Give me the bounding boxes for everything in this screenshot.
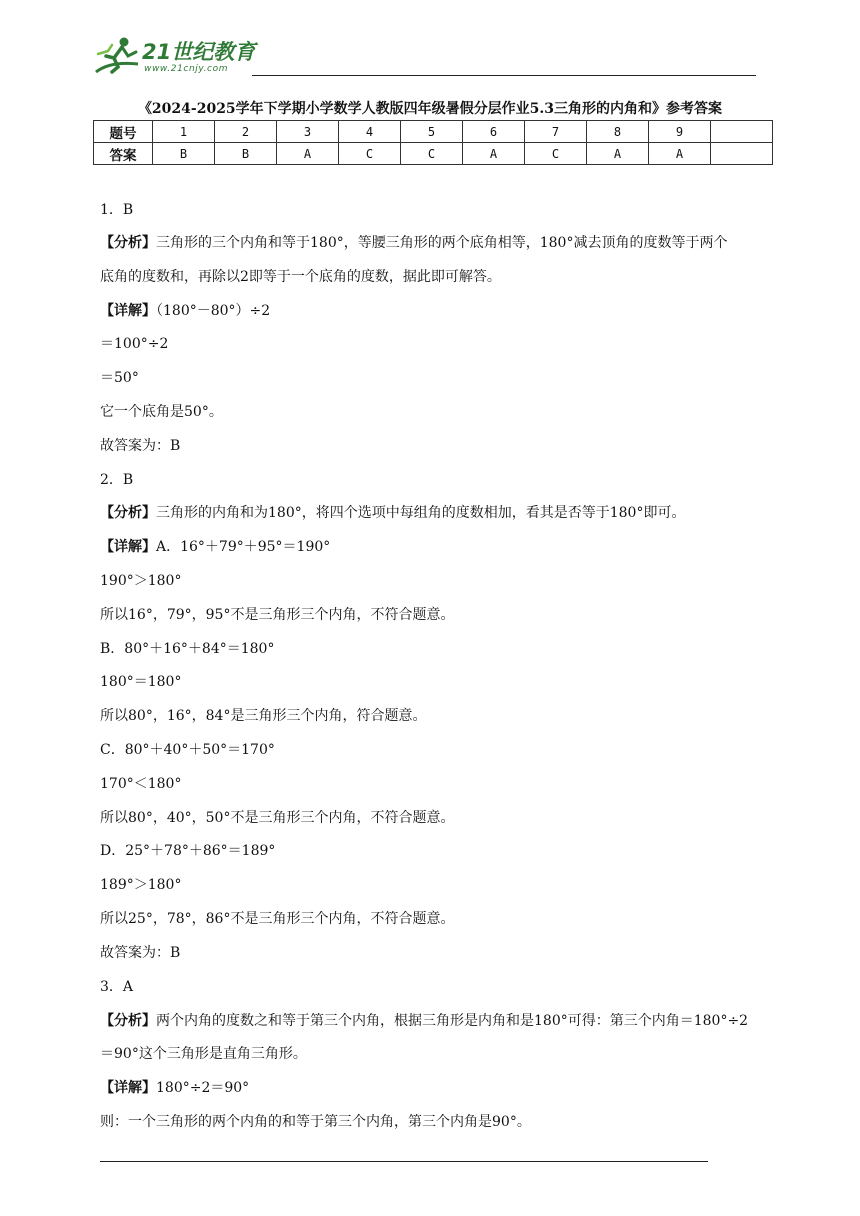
q3-detail [100, 1077, 249, 1097]
q1-step-2: ＝50° [100, 370, 139, 386]
q2-c-calc: C．80°＋40°＋50°＝170° [100, 742, 275, 758]
q3-analysis [100, 1010, 748, 1030]
detail-text: 180°÷2＝90° [156, 1080, 250, 1096]
q3-step-1: 则：一个三角形的两个内角的和等于第三个内角，第三个内角是90°。 [100, 1114, 531, 1130]
q2-c-compare: 170°＜180° [100, 776, 182, 792]
table-cell: C [525, 143, 587, 165]
analysis-text: 三角形的三个内角和等于180°，等腰三角形的两个底角相等，180°减去顶角的度数等于两个 [156, 235, 728, 251]
q3-heading: 3．A [100, 979, 134, 995]
table-cell: 6 [463, 121, 525, 143]
table-cell: 4 [339, 121, 401, 143]
table-header-question-number: 题号 [94, 121, 153, 143]
q2-a-result: 所以16°，79°，95°不是三角形三个内角，不符合题意。 [100, 607, 455, 623]
table-cell: B [153, 143, 215, 165]
q2-b-result: 所以80°，16°，84°是三角形三个内角，符合题意。 [100, 708, 427, 724]
detail-tag: 【详解】 [100, 539, 156, 555]
q1-heading: 1．B [100, 202, 134, 218]
document-title: 《2024-2025学年下学期小学数学人教版四年级暑假分层作业5.3三角形的内角和》参考答案 [137, 101, 723, 117]
q2-detail [100, 536, 330, 556]
q2-c-result: 所以80°，40°，50°不是三角形三个内角，不符合题意。 [100, 810, 455, 826]
table-cell: B [215, 143, 277, 165]
table-cell [711, 121, 773, 143]
page-header [92, 30, 756, 78]
table-header-answer: 答案 [94, 143, 153, 165]
table-cell: A [277, 143, 339, 165]
table-cell: 3 [277, 121, 339, 143]
q2-a-compare: 190°＞180° [100, 573, 182, 589]
table-row-numbers [94, 121, 773, 143]
q3-analysis-cont: ＝90°这个三角形是直角三角形。 [100, 1046, 307, 1062]
logo-url: www.21cnjy.com [144, 64, 229, 74]
analysis-text: 三角形的内角和为180°，将四个选项中每组角的度数相加，看其是否等于180°即可。 [156, 505, 686, 521]
table-cell [711, 143, 773, 165]
analysis-tag: 【分析】 [100, 505, 156, 521]
q1-step-1: ＝100°÷2 [100, 336, 169, 352]
q1-conclusion: 故答案为：B [100, 438, 181, 454]
table-cell: 5 [401, 121, 463, 143]
q2-b-calc: B．80°＋16°＋84°＝180° [100, 641, 275, 657]
table-cell: 9 [649, 121, 711, 143]
detail-text: A．16°＋79°＋95°＝190° [156, 539, 331, 555]
q2-conclusion: 故答案为：B [100, 945, 181, 961]
q1-step-3: 它一个底角是50°。 [100, 404, 223, 420]
table-cell: C [339, 143, 401, 165]
logo [92, 34, 262, 78]
table-cell: A [463, 143, 525, 165]
detail-tag: 【详解】 [100, 1080, 156, 1096]
detail-tag: 【详解】 [100, 303, 156, 319]
detail-text: （180°－80°）÷2 [156, 303, 271, 319]
table-row-answers [94, 143, 773, 165]
q2-analysis [100, 502, 685, 522]
q2-d-compare: 189°＞180° [100, 877, 182, 893]
runner-logo-icon [92, 34, 144, 78]
q2-d-calc: D．25°＋78°＋86°＝189° [100, 843, 276, 859]
logo-text: 21世纪教育 [142, 40, 256, 64]
q2-heading: 2．B [100, 472, 134, 488]
q1-analysis [100, 232, 727, 252]
analysis-text: 两个内角的度数之和等于第三个内角，根据三角形是内角和是180°可得：第三个内角＝180°÷2 [156, 1013, 749, 1029]
table-cell: A [587, 143, 649, 165]
answer-table [93, 120, 773, 165]
table-cell: 7 [525, 121, 587, 143]
table-cell: 1 [153, 121, 215, 143]
analysis-tag: 【分析】 [100, 235, 156, 251]
table-cell: A [649, 143, 711, 165]
footer-divider [100, 1161, 708, 1162]
q2-b-compare: 180°＝180° [100, 674, 182, 690]
analysis-tag: 【分析】 [100, 1013, 156, 1029]
table-cell: 8 [587, 121, 649, 143]
q1-detail [100, 300, 270, 320]
header-divider [252, 75, 756, 76]
table-cell: 2 [215, 121, 277, 143]
q1-analysis-cont: 底角的度数和，再除以2即等于一个底角的度数，据此即可解答。 [100, 269, 501, 285]
q2-d-result: 所以25°，78°，86°不是三角形三个内角，不符合题意。 [100, 911, 455, 927]
table-cell: C [401, 143, 463, 165]
